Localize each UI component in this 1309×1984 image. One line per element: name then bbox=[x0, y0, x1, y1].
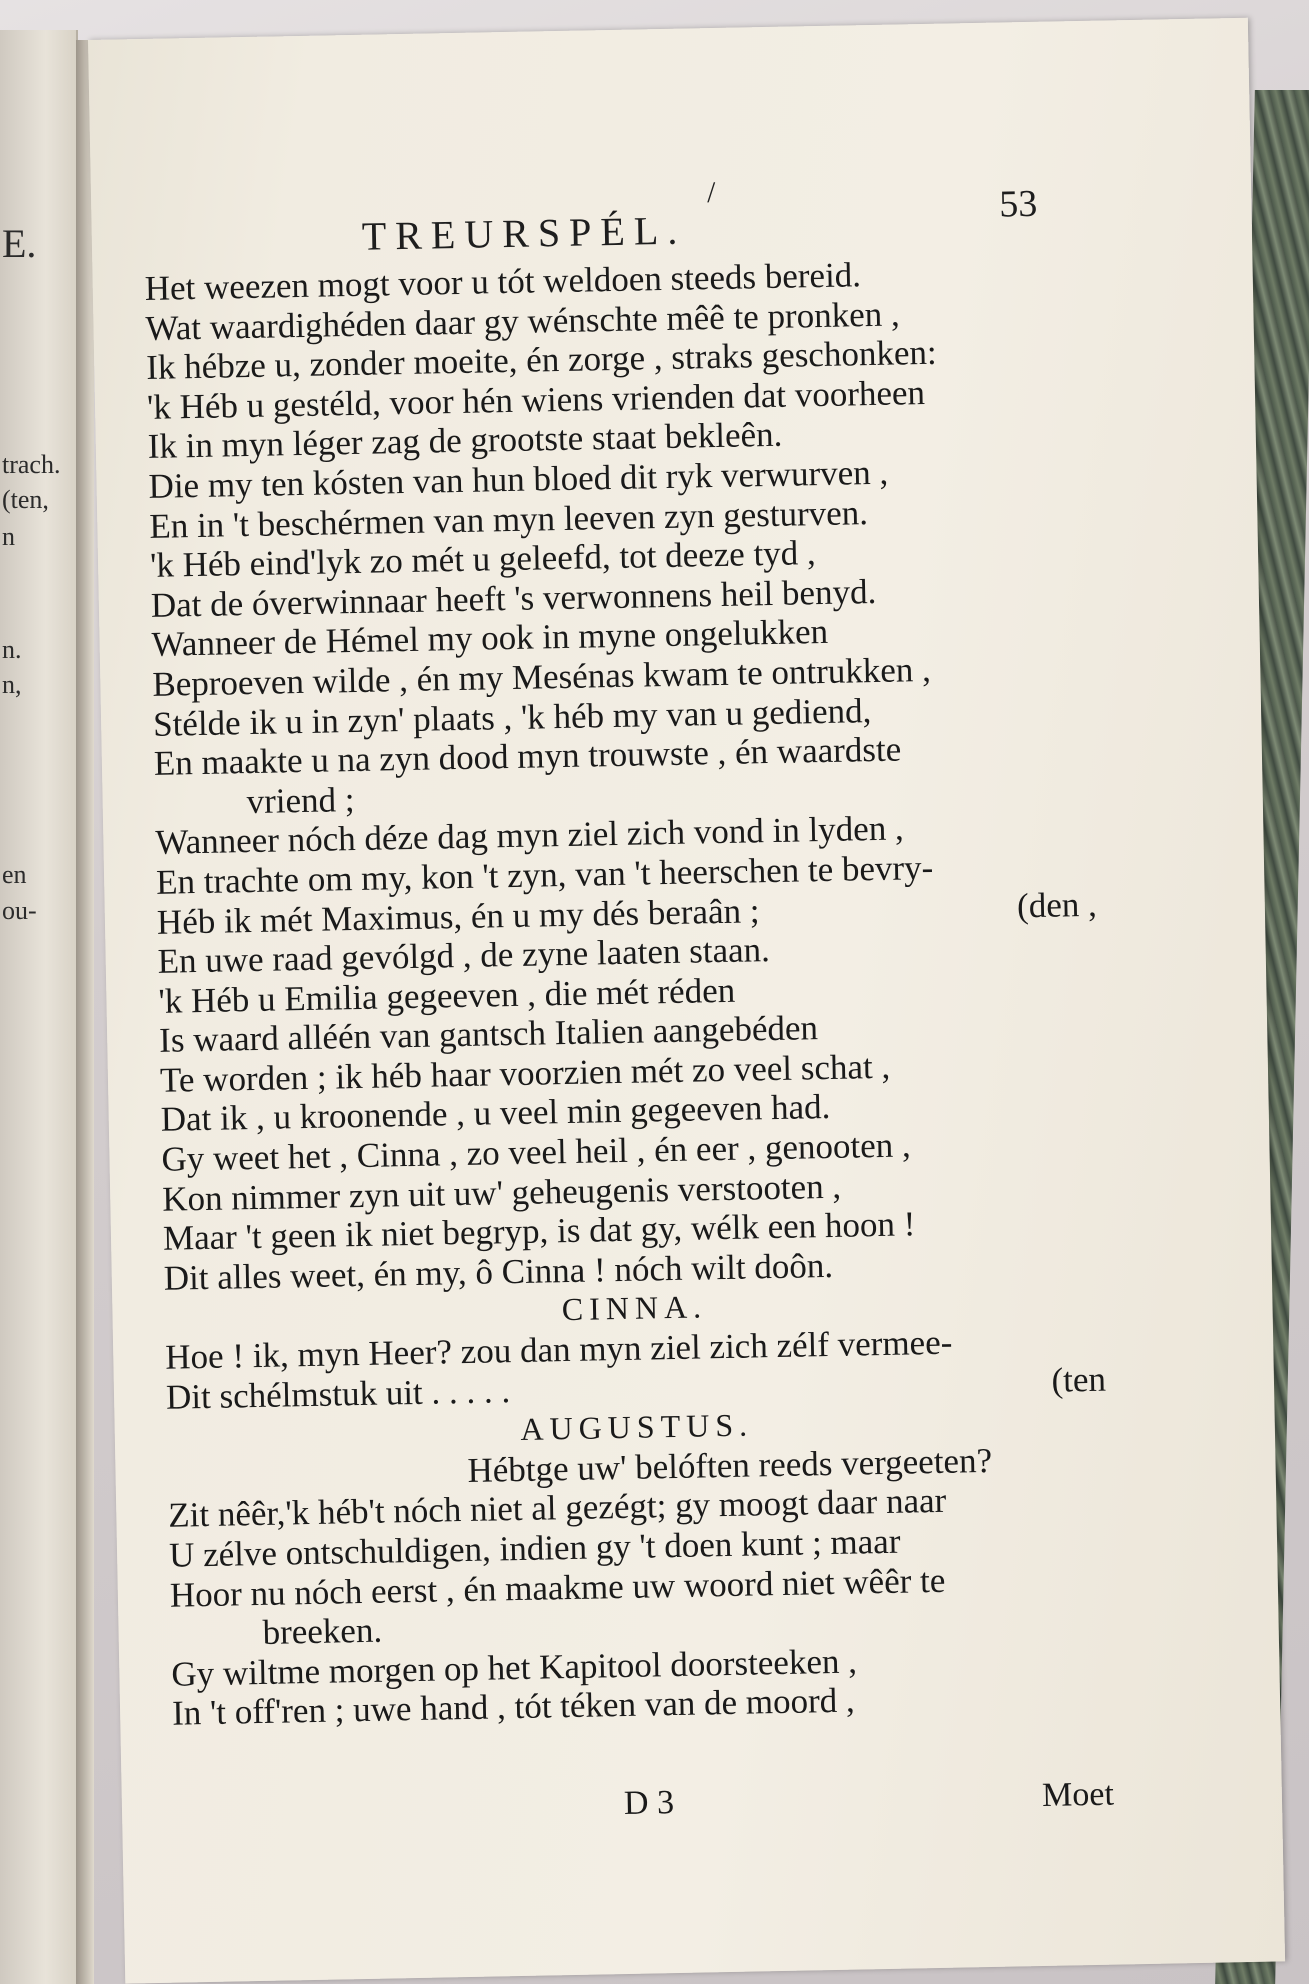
verse-line: Het weezen mogt voor u tót weldoen steeds bereid. bbox=[144, 255, 862, 308]
verse-line: 'k Héb eind'lyk zo mét u geleefd, tot deeze tyd , bbox=[149, 533, 817, 586]
verse-line: Wanneer nóch déze dag myn ziel zich vond in lyden , bbox=[155, 808, 905, 863]
verse-line: Is waard alléén van gantsch Italien aangebéden bbox=[158, 1008, 819, 1061]
book-gutter bbox=[76, 40, 94, 1984]
verse-line: 'k Héb u Emilia gegeeven , die mét réden bbox=[158, 970, 736, 1021]
left-page-fragment: n bbox=[2, 522, 15, 551]
verse-line-turnover: vriend ; bbox=[246, 779, 355, 821]
verse-line: Dit alles weet, én my, ô Cinna ! nóch wilt doôn. bbox=[163, 1245, 834, 1298]
verse-line: En uwe raad gevólgd , de zyne laaten staan. bbox=[157, 930, 771, 981]
running-head: TREURSPÉL. bbox=[361, 207, 687, 259]
verse-turnup: (ten bbox=[1051, 1359, 1107, 1400]
verse-line: Dat ik , u kroonende , u veel min gegeeven had. bbox=[160, 1087, 831, 1140]
verse-line: Dat de óverwinnaar heeft 's verwonnens heil benyd. bbox=[150, 571, 877, 625]
verse-line: Dit schélmstuk uit . . . . . (ten bbox=[165, 1359, 1107, 1417]
speaker-name: AUGUSTUS. bbox=[520, 1406, 754, 1448]
accent-mark: / bbox=[706, 175, 716, 210]
book-page bbox=[88, 18, 1285, 1984]
verse-line: Kon nimmer zyn uit uw' geheugenis verstooten , bbox=[161, 1166, 842, 1219]
verse-line: Ik in myn léger zag de grootste staat bekleên. bbox=[147, 415, 783, 467]
verse-line: Hébtge uw' belóften reeds vergeeten? bbox=[467, 1440, 993, 1490]
left-page-fragment: trach. bbox=[2, 450, 61, 479]
left-page-fragment: (ten, bbox=[2, 485, 49, 514]
verse-turnup: (den , bbox=[1016, 884, 1098, 925]
verse-line: Stélde ik u in zyn' plaats , 'k héb my van u gediend, bbox=[152, 690, 872, 744]
verse-line: Zit nêêr,'k héb't nóch niet al gezégt; gy moogt daar naar bbox=[167, 1481, 947, 1536]
left-page-fragment: ou- bbox=[2, 896, 37, 925]
verse-line: En in 't beschérmen van myn leeven zyn gesturven. bbox=[148, 492, 869, 546]
left-page-fragment: n, bbox=[2, 670, 22, 699]
page-footer bbox=[174, 1775, 1115, 1823]
verse-line: Wat waardighéden daar gy wénschte mêê te pronken , bbox=[145, 294, 901, 348]
verse-line: Te worden ; ik héb haar voorzien mét zo veel schat , bbox=[159, 1046, 891, 1100]
speaker-name: CINNA. bbox=[561, 1288, 708, 1328]
verse-text bbox=[144, 251, 1112, 1734]
verse-line: En maakte u na zyn dood myn trouwste , én waardste bbox=[153, 729, 902, 783]
verse-line: Hoor nu nóch eerst , én maakme uw woord niet wêêr te bbox=[169, 1560, 946, 1615]
signature-mark: D 3 bbox=[623, 1784, 675, 1823]
page-number: 53 bbox=[998, 182, 1038, 226]
verse-line: En trachte om my, kon 't zyn, van 't heerschen te bevry- bbox=[155, 847, 934, 902]
verse-line: Die my ten kósten van hun bloed dit ryk verwurven , bbox=[148, 452, 889, 506]
verse-line: Hoe ! ik, myn Heer? zou dan myn ziel zich zélf vermee- bbox=[164, 1322, 953, 1377]
catchword: Moet bbox=[1041, 1775, 1115, 1815]
verse-line: U zélve ontschuldigen, indien gy 't doen kunt ; maar bbox=[168, 1521, 901, 1575]
verse-line: 'k Héb u gestéld, voor hén wiens vrienden dat voorheen bbox=[146, 372, 926, 427]
verse-line: Maar 't geen ik niet begryp, is dat gy, wélk een hoon ! bbox=[162, 1204, 916, 1259]
verse-line: In 't off'ren ; uwe hand , tót téken van de moord , bbox=[171, 1680, 856, 1734]
left-page-fragment: E. bbox=[2, 221, 37, 266]
left-page-fragment: en bbox=[2, 860, 27, 889]
verse-line: Beproeven wilde , én my Mesénas kwam te ontrukken , bbox=[152, 649, 932, 704]
left-page bbox=[0, 30, 78, 1984]
verse-line: Héb ik mét Maximus, én u my dés beraân ; (den , bbox=[156, 884, 1098, 942]
verse-line: Wanneer de Hémel my ook in myne ongelukken bbox=[151, 612, 829, 665]
verse-line: Gy weet het , Cinna , zo veel heil , én eer , genooten , bbox=[161, 1125, 912, 1179]
verse-line-turnover: breeken. bbox=[262, 1610, 383, 1653]
left-page-fragment: n. bbox=[2, 635, 22, 664]
verse-line: Gy wiltme morgen op het Kapitool doorsteeken , bbox=[171, 1641, 858, 1694]
verse-line: Ik hébze u, zonder moeite, én zorge , straks geschonken: bbox=[145, 332, 937, 388]
